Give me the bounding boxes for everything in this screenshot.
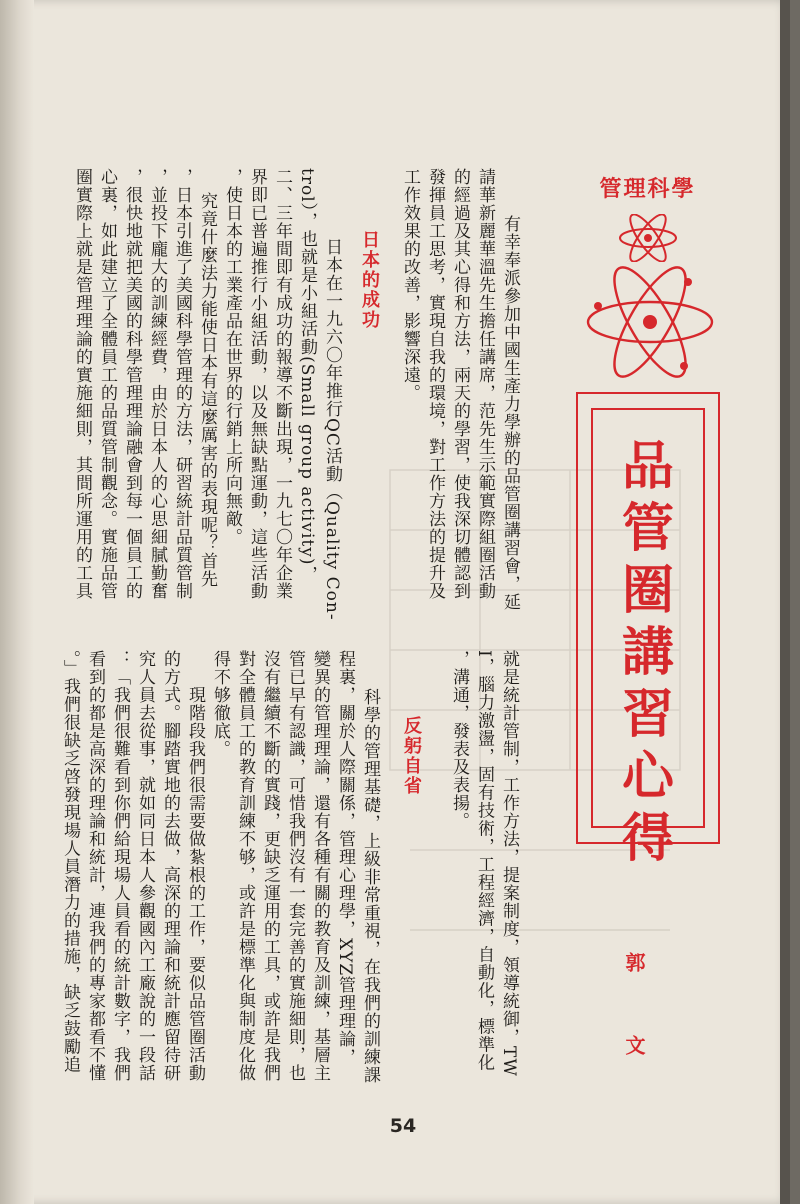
main-title-char: 圈	[621, 561, 674, 621]
text-column: 程裏，關於人際關係，管理心理學，XYZ管理理論，	[335, 650, 355, 1067]
text-column: 發揮員工思考，實現自我的環境，對工作方法的提升及	[425, 168, 445, 600]
series-title: 管理科學	[599, 177, 696, 202]
text-column: 究竟什麼法力能使日本有這麼厲害的表現呢？首先	[197, 192, 217, 588]
text-column: 有幸奉派參加中國生產力學辦的品管圈講習會，延	[500, 215, 520, 611]
text-column: 的方式。腳踏實地的去做，高深的理論和統計應留待研	[160, 650, 180, 1082]
text-column: 就是統計管制，工作方法，提案制度，領導統御，TW	[499, 650, 519, 1077]
page-edge	[780, 0, 790, 1204]
text-column: 工作效果的改善，影響深遠。	[400, 168, 420, 402]
section-heading-self-reflection: 反躬自省	[401, 716, 422, 796]
main-title-char: 心	[621, 747, 674, 807]
text-column: ，並投下龐大的訓練經費，由於日本人的心思細膩勤奮	[147, 168, 167, 600]
text-column: ：「我們很難看到你們給現場人員看的統計數字，我們	[110, 650, 130, 1082]
text-column: 請華新麗華溫先生擔任講席，范先生示範實際組圈活動	[475, 168, 495, 600]
text-column: 現階段我們很需要做紮根的工作，要似品管圈活動	[185, 686, 205, 1082]
text-column: 科學的管理基礎，上級非常重視，在我們的訓練課	[360, 688, 380, 1084]
text-column: ，溝通，發表及表揚。	[449, 650, 469, 830]
text-column: 。」我們很缺乏啓發現場人員潛力的措施，缺乏鼓勵追	[60, 650, 80, 1074]
author-name: 郭 文	[622, 952, 646, 1083]
text-column: 管已早有認識，可惜我們沒有一套完善的實施細則，也	[285, 650, 305, 1082]
text-column: 的經過及其心得和方法，兩天的學習，使我深切體認到	[450, 168, 470, 600]
text-column: 得不够徹底。	[210, 650, 230, 758]
text-column: ，很快地就把美國的科學管理理論融會到每一個員工的	[122, 168, 142, 600]
text-column: 看到的都是高深的理論和統計，連我們的專家都看不懂	[85, 650, 105, 1082]
text-column: ，使日本的工業產品在世界的行銷上所向無敵。	[222, 168, 242, 546]
text-column: 二、三年間即有成功的報導不斷出現，一九七〇年企業	[272, 168, 292, 600]
text-column: 究人員去從事，就如同日本人參觀國內工廠說的一段話	[135, 650, 155, 1082]
text-column: trol），也就是小組活動(Small group activity)，	[297, 168, 317, 584]
main-title-char: 習	[621, 685, 674, 745]
main-title-char: 講	[621, 623, 674, 683]
text-column: ，日本引進了美國科學管理的方法，研習統計品質管制	[172, 168, 192, 600]
text-column: 界即已普遍推行小組活動，以及無缺點運動，這些活動	[247, 168, 267, 600]
main-title-char: 管	[621, 499, 674, 559]
small-atom-icon	[616, 214, 680, 262]
text-column: 沒有繼續不斷的實踐，更缺乏運用的工具，或許是我們	[260, 650, 280, 1082]
text-column: 對全體員工的教育訓練不够，或許是標準化與制度化做	[235, 650, 255, 1082]
large-atom-icon	[580, 262, 720, 382]
text-column: 變異的管理理論，還有各種有關的教育及訓練，基層主	[310, 650, 330, 1082]
text-column: 日本在一九六〇年推行QC活動（Quality Con-	[322, 238, 342, 621]
text-column: 心裏，如此建立了全體員工的品質管制觀念。實施品管	[97, 168, 117, 600]
main-title	[606, 436, 690, 870]
page-gutter	[0, 0, 34, 1204]
main-title-char: 得	[621, 809, 674, 869]
text-column: I，腦力激盪，固有技術，工程經濟，自動化，標準化	[474, 650, 494, 1072]
text-column: 圈實際上就是管理理論的實施細則，其間所運用的工具	[72, 168, 92, 600]
page-number: 54	[389, 1115, 417, 1137]
main-title-char: 品	[621, 437, 674, 497]
section-heading-japan-success: 日本的成功	[359, 230, 380, 330]
